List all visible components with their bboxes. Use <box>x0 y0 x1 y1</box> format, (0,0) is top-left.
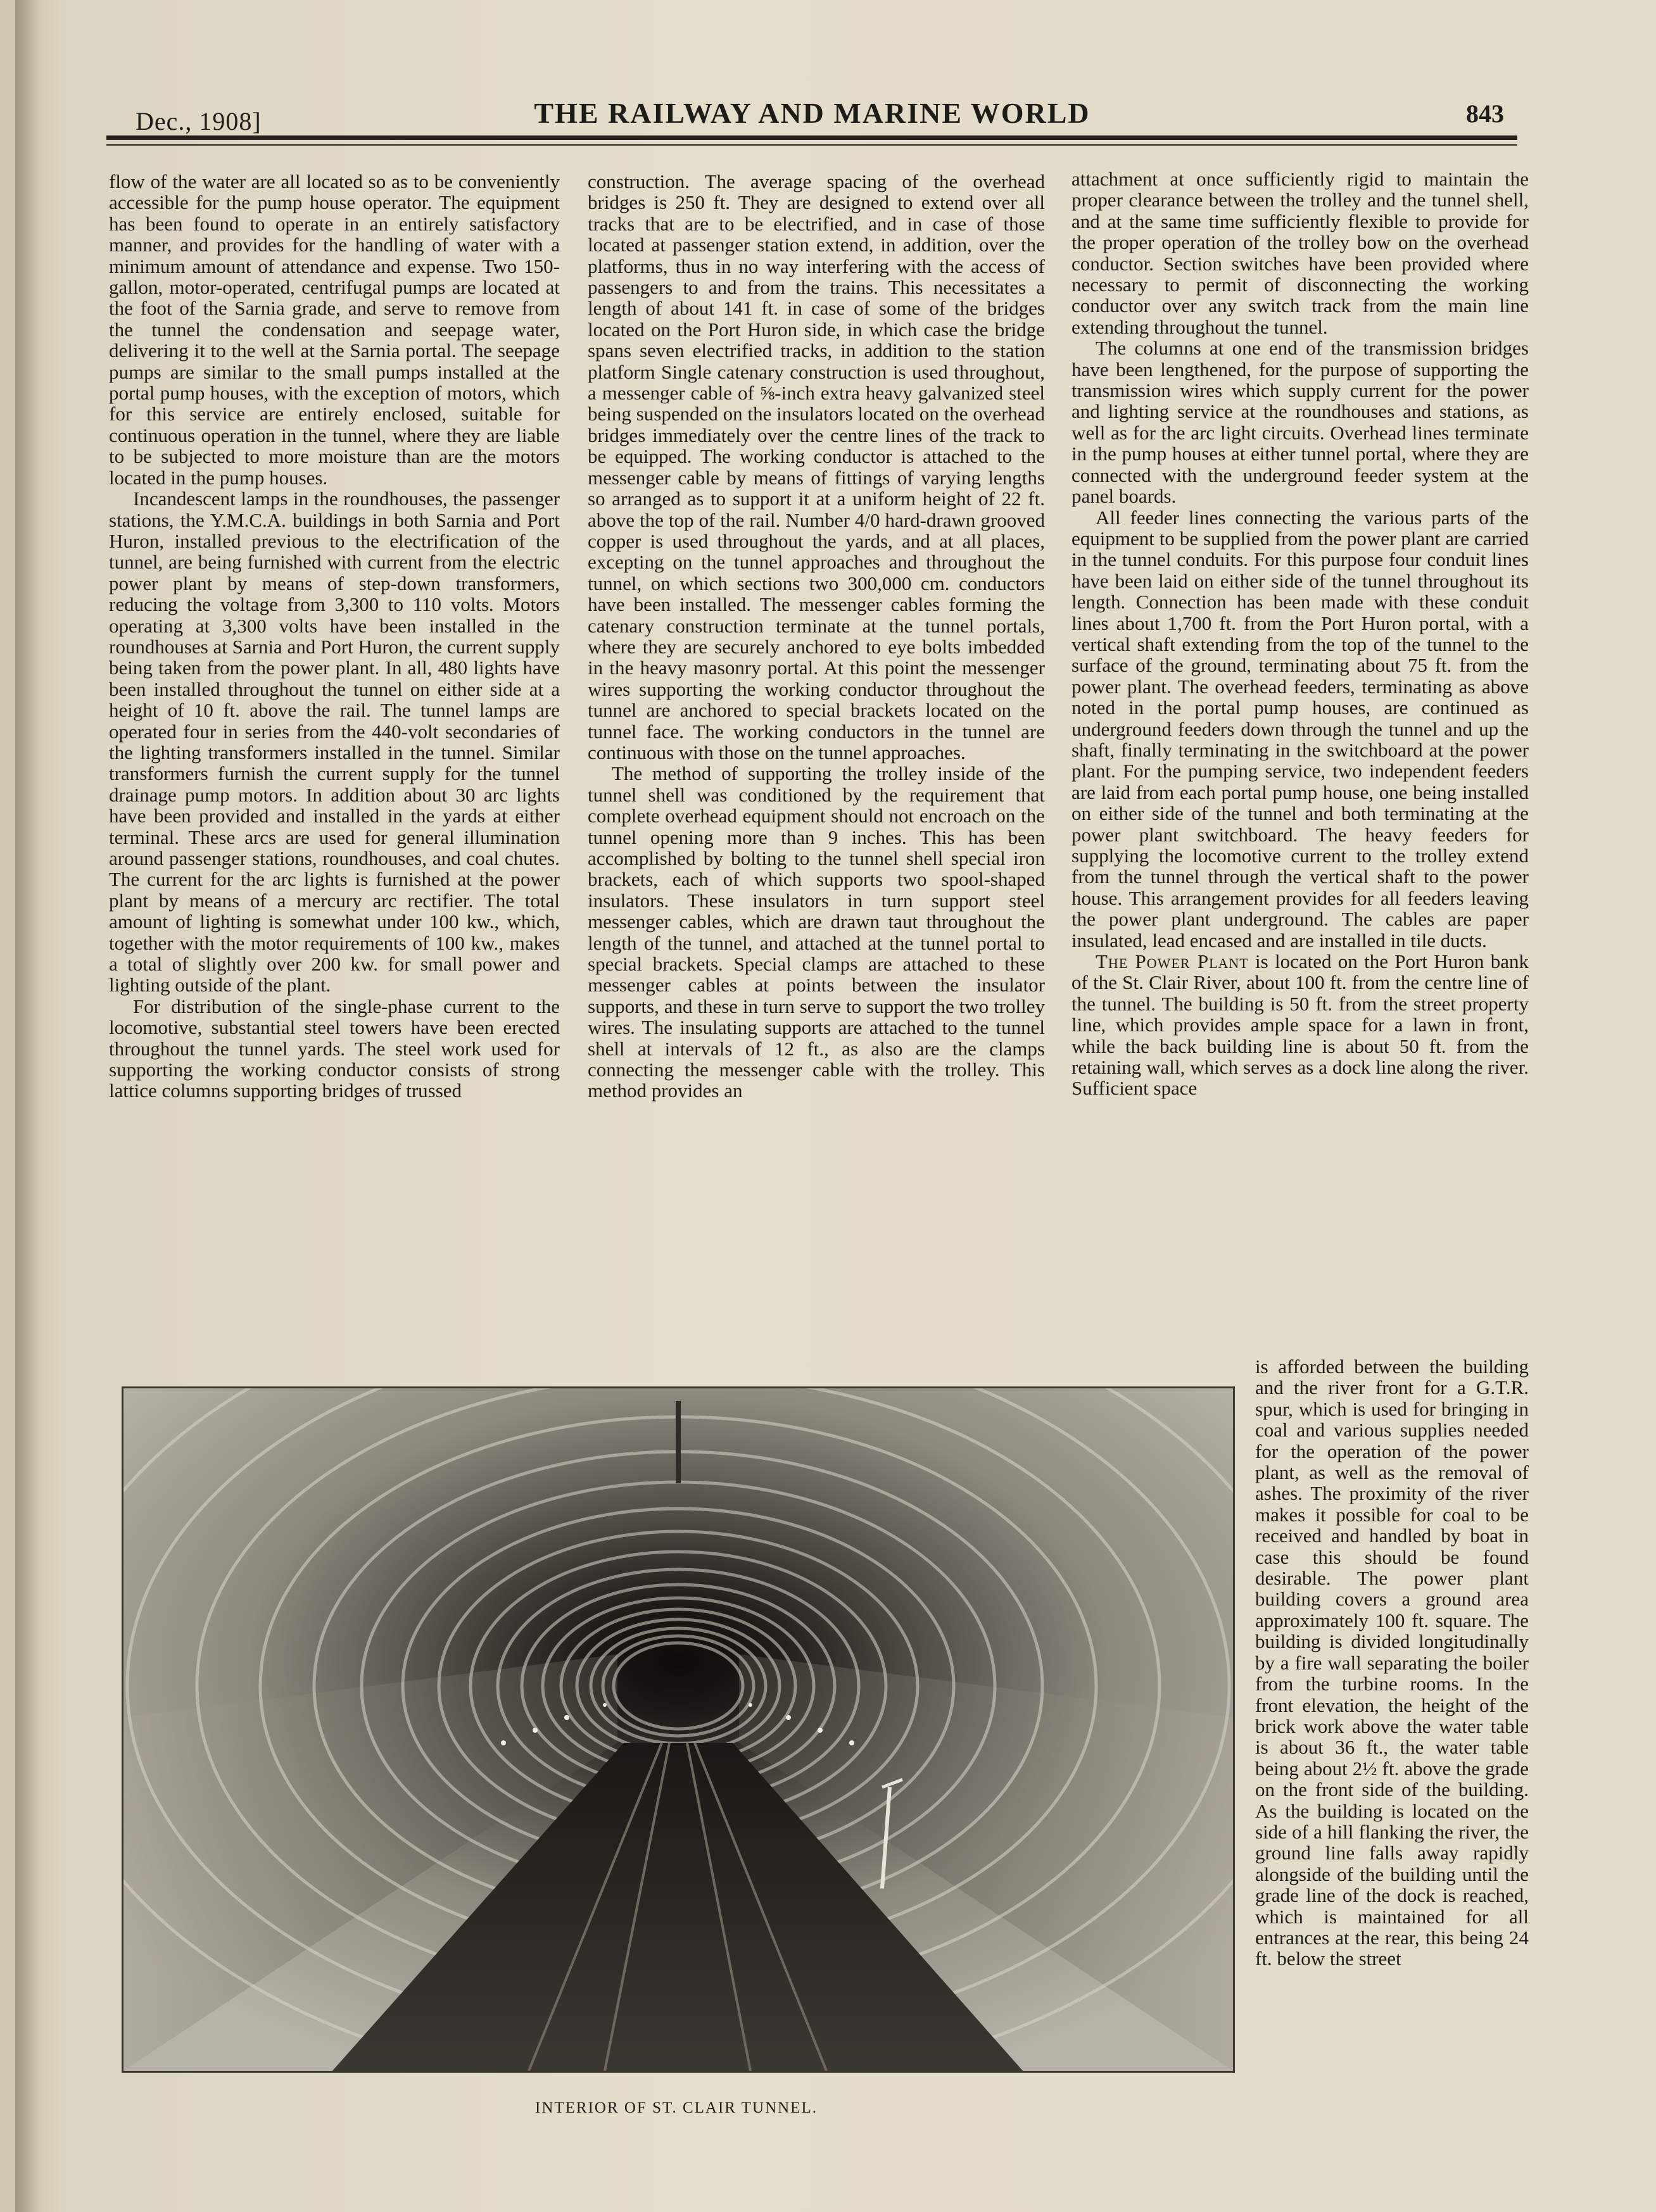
paragraph: All feeder lines connecting the various parts of the equipment to be supplied from the power plant are carried in the tunnel conduits. For this purpose four conduit lines have been laid on either side of the tunnel throughout its length. Connection has been made with these conduit lines about 1,700 ft. from the Port Huron portal, with a vertical shaft extending from the top of the tunnel to the surface of the ground, terminating about 75 ft. from the power plant. The overhead feeders, terminating as above noted in the portal pump houses, are continued as underground feeders down through the tunnel and up the shaft, finally terminating in the switchboard at the power plant. For the pumping service, two independent feeders are laid from each portal pump house, one being installed on either side of the tunnel and both terminating at the power plant switchboard. The heavy feeders for supplying the locomotive current to the trolley extend from the tunnel through the vertical shaft to the power house. This arrangement provides for all feeders leaving the power plant underground. The cables are paper insulated, lead encased and are installed in tile ducts. <box>1071 506 1529 952</box>
paragraph: construction. The average spacing of the overhead bridges is 250 ft. They are designed to extend over all tracks that are to be electrified, and in case of those located at passenger station extend, in addition, over the platforms, thus in no way interfering with the access of passengers to and from the trains. This necessitates a length of about 141 ft. in case of some of the bridges located on the Port Huron side, in which case the bridge spans seven electrified tracks, in addition to the station platform Single catenary construction is used throughout, a messenger cable of ⅝-inch extra heavy galvanized steel being suspended on the insulators located on the overhead bridges immediately over the centre lines of the track to be equipped. The working conductor is attached to the messenger cable by means of fittings of varying lengths so arranged as to support it at a uniform height of 22 ft. above the top of the rail. Number 4/0 hard-drawn grooved copper is used throughout the yards, and at all places, excepting on the tunnel approaches and throughout the tunnel, on which sections two 300,000 cm. conductors have been installed. The messenger cables forming the catenary construction terminate at the tunnel portals, where they are securely anchored to eye bolts imbedded in the heavy masonry portal. At this point the messenger wires supporting the working conductor throughout the tunnel are anchored to special brackets located on the tunnel face. The working conductors in the tunnel are continuous with those on the tunnel approaches. <box>588 170 1045 764</box>
paragraph <box>1071 951 1529 1099</box>
paragraph: The method of supporting the trolley inside of the tunnel shell was conditioned by the requirement that complete overhead equipment should not encroach on the tunnel opening more than 9 inches. This has been accomplished by bolting to the tunnel shell special iron brackets, each of which supports two spool-shaped insulators. These insulators in turn support steel messenger cables, which are drawn taut throughout the length of the tunnel, and attached at the tunnel portal to special brackets. Special clamps are attached to these messenger cables at points between the insulator supports, and these in turn serve to support the two trolley wires. The insulating supports are attached to the tunnel shell at intervals of 12 ft., as also are the clamps connecting the messenger cable with the trolley. This method provides an <box>588 762 1045 1102</box>
issue-date: Dec., 1908] <box>136 107 262 135</box>
text-column-2 <box>588 171 1045 1102</box>
page-header <box>108 95 1517 139</box>
paragraph: For distribution of the single-phase current to the locomotive, substantial steel towers have been erected throughout the tunnel yards. The steel work used for supporting the working conductor consists of strong lattice columns supporting bridges of trussed <box>109 995 560 1102</box>
text-column-3-narrow <box>1255 1356 1529 1970</box>
figure-caption: INTERIOR OF ST. CLAIR TUNNEL. <box>535 2099 818 2116</box>
paragraph: flow of the water are all located so as to be conveniently accessible for the pump house operator. The equipment has been found to operate in an entirely satisfactory manner, and provides for the handling of water with a minimum amount of attendance and expense. Two 150-gallon, motor-operated, centrifugal pumps are located at the foot of the Sarnia grade, and serve to remove from the tunnel the condensation and seepage water, delivering it to the well at the Sarnia portal. The seepage pumps are similar to the small pumps installed at the portal pump houses, with the exception of motors, which for this service are entirely enclosed, suitable for continuous operation in the tunnel, where they are liable to be subjected to more moisture than are the motors located in the pump houses. <box>109 170 560 489</box>
page-binding-edge <box>15 0 41 2212</box>
paragraph: The columns at one end of the transmission bridges have been lengthened, for the purpose of supporting the transmission wires which supply current for the power and lighting service at the roundhouses and stations, as well as for the arc light circuits. Overhead lines terminate in the pump houses at either tunnel portal, where they are connected with the underground feeder system at the panel boards. <box>1071 337 1529 508</box>
page-number: 843 <box>1466 99 1504 128</box>
tunnel-interior-image <box>123 1388 1233 2071</box>
paragraph: Incandescent lamps in the roundhouses, the passenger stations, the Y.M.C.A. buildings in both Sarnia and Port Huron, installed previous to the electrification of the tunnel, are being furnished with current from the electric power plant by means of step-down transformers, reducing the voltage from 3,300 to 110 volts. Motors operating at 3,300 volts have been installed in the roundhouses at Sarnia and Port Huron, the current supply being taken from the power plant. In all, 480 lights have been installed throughout the tunnel on either side at a height of 10 ft. above the rail. The tunnel lamps are operated four in series from the 440-volt secondaries of the lighting transformers installed in the tunnel. Similar transformers furnish the current supply for the tunnel drainage pump motors. In addition about 30 arc lights have been provided and installed in the yards at either terminal. These arcs are used for general illumination around passenger stations, roundhouses, and coal chutes. The current for the arc lights is furnished at the power plant by means of a mercury arc rectifier. The total amount of lighting is somewhat under 100 kw., which, together with the motor requirements of 100 kw., makes a total of slightly over 200 kw. for small power and lighting outside of the plant. <box>109 487 560 996</box>
text-column-1 <box>109 171 560 1102</box>
header-rule-thick <box>106 135 1517 140</box>
header-rule-thin <box>106 144 1517 146</box>
section-lead-in: The Power Plant <box>1096 950 1249 973</box>
text-column-3 <box>1071 168 1529 1099</box>
paragraph: attachment at once sufficiently rigid to maintain the proper clearance between the trolley and the tunnel shell, and at the same time sufficiently flexible to provide for the proper operation of the trolley bow on the overhead conductor. Section switches have been provided where necessary to permit of disconnecting the working conductor over any switch track from the main line extending throughout the tunnel. <box>1071 168 1529 338</box>
tunnel-photograph <box>122 1386 1235 2073</box>
paragraph-text: is located on the Port Huron bank of the St. Clair River, about 100 ft. from the centre line of the tunnel. The building is 50 ft. from the street property line, which provides ample space for a lawn in front, while the back building line is about 50 ft. from the retaining wall, which serves as a dock line along the river. Sufficient space <box>1071 950 1529 1100</box>
paragraph: is afforded between the building and the river front for a G.T.R. spur, which is used for bringing in coal and various supplies needed for the operation of the power plant, as well as the removal of ashes. The proximity of the river makes it possible for coal to be received and handled by boat in case this should be found desirable. The power plant building covers a ground area approximately 100 ft. square. The building is divided longitudinally by a fire wall separating the boiler from the turbine rooms. In the front elevation, the height of the brick work above the water table is about 36 ft., the water table being about 2½ ft. above the grade on the front side of the building. As the building is located on the side of a hill flanking the river, the ground line falls away rapidly alongside of the building until the grade line of the dock is reached, which is maintained for all entrances at the rear, this being 24 ft. below the street <box>1255 1355 1529 1970</box>
publication-title: THE RAILWAY AND MARINE WORLD <box>534 97 1090 129</box>
